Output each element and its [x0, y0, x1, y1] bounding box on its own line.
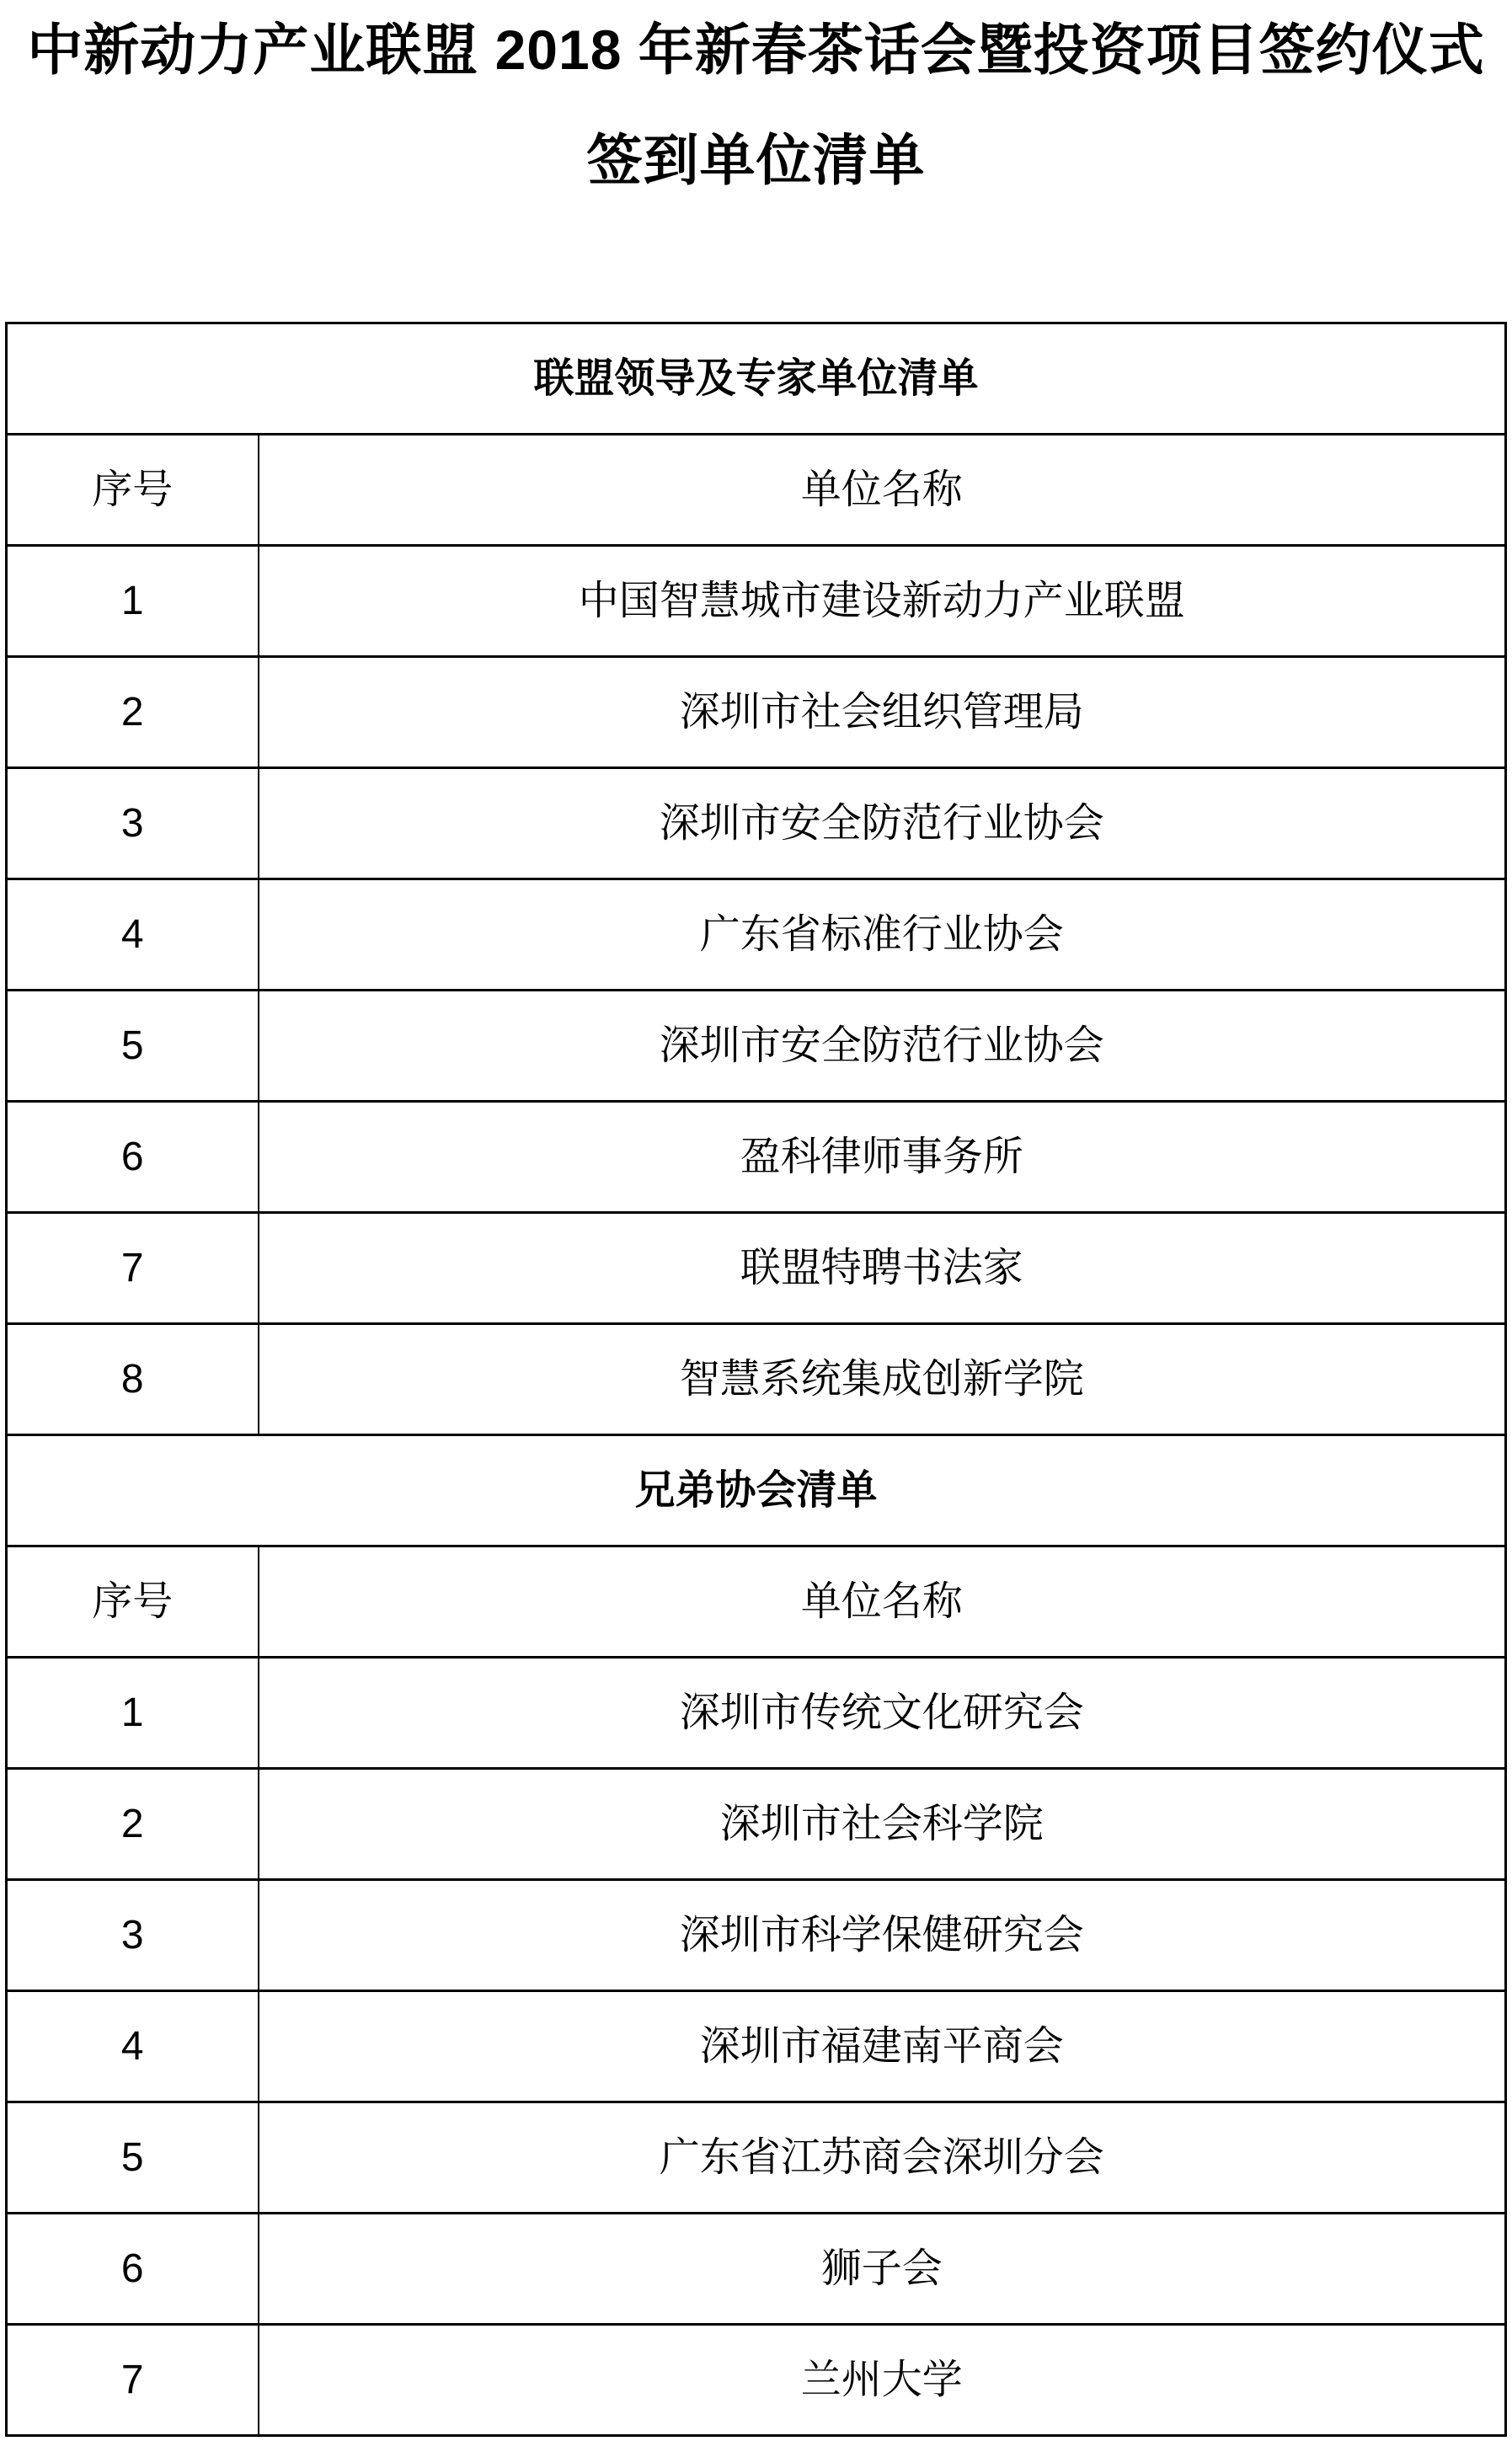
table-row — [7, 1213, 1506, 1324]
table-row — [7, 879, 1506, 991]
column-header-row — [7, 1546, 1506, 1658]
table-row — [7, 1324, 1506, 1435]
row-number: 6 — [7, 2214, 259, 2325]
column-header-name: 单位名称 — [259, 435, 1506, 546]
section-header-row — [7, 323, 1506, 435]
table-row — [7, 1991, 1506, 2102]
row-number: 7 — [7, 1213, 259, 1324]
signin-table — [5, 322, 1507, 2437]
table-row — [7, 1102, 1506, 1213]
document-header — [0, 0, 1512, 216]
signin-table-body — [7, 323, 1506, 2436]
row-number: 4 — [7, 1991, 259, 2102]
unit-name: 中国智慧城市建设新动力产业联盟 — [259, 546, 1506, 657]
section-header-row — [7, 1435, 1506, 1546]
row-number: 3 — [7, 768, 259, 879]
unit-name: 深圳市社会科学院 — [259, 1769, 1506, 1880]
unit-name: 狮子会 — [259, 2214, 1506, 2325]
row-number: 7 — [7, 2325, 259, 2436]
table-row — [7, 1658, 1506, 1769]
row-number: 6 — [7, 1102, 259, 1213]
row-number: 8 — [7, 1324, 259, 1435]
row-number: 5 — [7, 2102, 259, 2214]
column-header-row — [7, 435, 1506, 546]
unit-name: 广东省江苏商会深圳分会 — [259, 2102, 1506, 2214]
document-title-line2: 签到单位清单 — [586, 129, 926, 191]
column-header-no: 序号 — [7, 1546, 259, 1658]
section-header-title: 联盟领导及专家单位清单 — [7, 323, 1506, 435]
unit-name: 智慧系统集成创新学院 — [259, 1324, 1506, 1435]
table-row — [7, 1769, 1506, 1880]
table-row — [7, 2325, 1506, 2436]
unit-name: 广东省标准行业协会 — [259, 879, 1506, 991]
row-number: 1 — [7, 546, 259, 657]
unit-name: 深圳市传统文化研究会 — [259, 1658, 1506, 1769]
unit-name: 兰州大学 — [259, 2325, 1506, 2436]
table-row — [7, 768, 1506, 879]
table-row — [7, 657, 1506, 768]
row-number: 2 — [7, 1769, 259, 1880]
row-number: 4 — [7, 879, 259, 991]
table-row — [7, 2102, 1506, 2214]
table-row — [7, 1880, 1506, 1991]
unit-name: 联盟特聘书法家 — [259, 1213, 1506, 1324]
table-row — [7, 991, 1506, 1102]
column-header-no: 序号 — [7, 435, 259, 546]
column-header-name: 单位名称 — [259, 1546, 1506, 1658]
unit-name: 深圳市安全防范行业协会 — [259, 768, 1506, 879]
section-header-title: 兄弟协会清单 — [7, 1435, 1506, 1546]
unit-name: 深圳市科学保健研究会 — [259, 1880, 1506, 1991]
table-row — [7, 546, 1506, 657]
row-number: 5 — [7, 991, 259, 1102]
unit-name: 深圳市社会组织管理局 — [259, 657, 1506, 768]
table-row — [7, 2214, 1506, 2325]
row-number: 3 — [7, 1880, 259, 1991]
row-number: 1 — [7, 1658, 259, 1769]
row-number: 2 — [7, 657, 259, 768]
unit-name: 深圳市安全防范行业协会 — [259, 991, 1506, 1102]
document-title-line1: 中新动力产业联盟 2018 年新春茶话会暨投资项目签约仪式 — [27, 19, 1485, 81]
unit-name: 盈科律师事务所 — [259, 1102, 1506, 1213]
unit-name: 深圳市福建南平商会 — [259, 1991, 1506, 2102]
